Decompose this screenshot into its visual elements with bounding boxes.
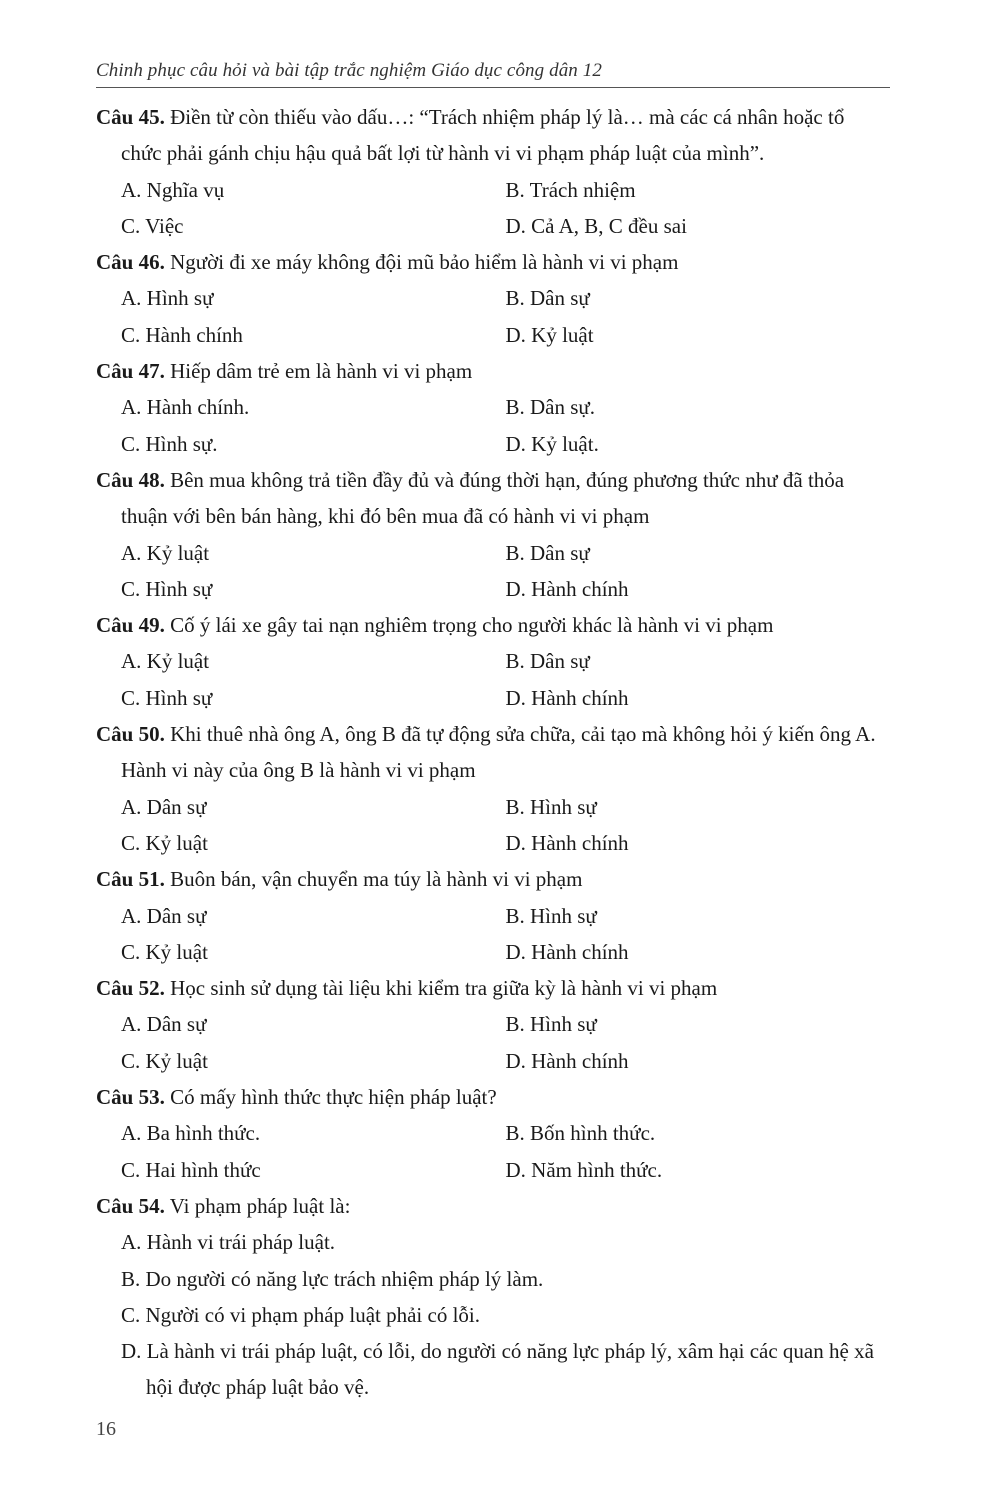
option-row	[96, 571, 890, 607]
option-row	[96, 280, 890, 316]
question-text: Học sinh sử dụng tài liệu khi kiểm tra giữa kỳ là hành vi vi phạm	[170, 976, 718, 1001]
option-c: C. Người có vi phạm pháp luật phải có lỗi.	[121, 1302, 481, 1327]
question-54	[96, 1188, 890, 1406]
option-c: C. Hai hình thức	[121, 1157, 261, 1182]
question-number: Câu 50.	[96, 722, 165, 747]
option-d: D. Năm hình thức.	[505, 1157, 663, 1182]
option-b: B. Bốn hình thức.	[505, 1121, 656, 1146]
question-text: Có mấy hình thức thực hiện pháp luật?	[170, 1085, 497, 1110]
option-c: C. Hình sự.	[121, 431, 218, 456]
option-a: A. Dân sự	[121, 1012, 207, 1037]
question-53-stem	[96, 1079, 890, 1115]
question-45	[96, 99, 890, 244]
option-row	[96, 535, 890, 571]
option-row	[96, 1115, 890, 1151]
option-a: A. Nghĩa vụ	[121, 177, 225, 202]
option-d: D. Kỷ luật	[505, 322, 594, 347]
option-row	[96, 317, 890, 353]
page-number: 16	[96, 1418, 116, 1440]
option-d: D. Kỷ luật.	[505, 431, 599, 456]
question-48-stem	[96, 462, 890, 535]
option-d: D. Hành chính	[505, 939, 629, 964]
question-number: Câu 48.	[96, 467, 165, 492]
option-b: B. Dân sự	[505, 649, 590, 674]
option-b: B. Hình sự	[505, 1012, 597, 1037]
option-c: C. Kỷ luật	[121, 830, 208, 855]
question-49-stem	[96, 607, 890, 643]
question-51-stem	[96, 861, 890, 897]
option-c: C. Kỷ luật	[121, 1048, 208, 1073]
option-row	[96, 208, 890, 244]
option-a: A. Hành chính.	[121, 395, 250, 420]
option-d: D. Là hành vi trái pháp luật, có lỗi, do người có năng lực pháp lý, xâm hại các quan hệ xã hội được pháp luật bảo vệ.	[121, 1339, 874, 1400]
option-c: C. Hình sự	[121, 576, 213, 601]
question-46-stem	[96, 244, 890, 280]
question-list	[96, 99, 890, 1406]
option-row	[96, 643, 890, 679]
option-row	[96, 789, 890, 825]
question-text: Cố ý lái xe gây tai nạn nghiêm trọng cho người khác là hành vi vi phạm	[170, 613, 774, 638]
option-a: A. Hình sự	[121, 286, 214, 311]
question-51	[96, 861, 890, 970]
question-52	[96, 970, 890, 1079]
question-54-stem	[96, 1188, 890, 1224]
question-53	[96, 1079, 890, 1188]
option-b: B. Dân sự.	[505, 395, 596, 420]
option-row	[96, 172, 890, 208]
option-c: C. Hành chính	[121, 322, 243, 347]
question-number: Câu 46.	[96, 250, 165, 275]
option-b: B. Hình sự	[505, 903, 597, 928]
option-a: A. Hành vi trái pháp luật.	[121, 1230, 336, 1255]
option-c: C. Hình sự	[121, 685, 213, 710]
option-row	[96, 1006, 890, 1042]
option-b: B. Hình sự	[505, 794, 597, 819]
question-50-stem	[96, 716, 890, 789]
question-text: Người đi xe máy không đội mũ bảo hiểm là hành vi vi phạm	[170, 250, 679, 275]
question-48	[96, 462, 890, 607]
option-row	[96, 426, 890, 462]
option-a: A. Kỷ luật	[121, 649, 210, 674]
option-row	[96, 898, 890, 934]
question-47-stem	[96, 353, 890, 389]
option-b: B. Dân sự	[505, 286, 590, 311]
option-b: B. Do người có năng lực trách nhiệm pháp lý làm.	[121, 1266, 544, 1291]
question-text: Bên mua không trả tiền đầy đủ và đúng thời hạn, đúng phương thức như đã thỏa thuận với bên bán hàng, khi đó bên mua đã có hành vi vi phạm	[121, 467, 845, 529]
question-50	[96, 716, 890, 861]
option-d: D. Hành chính	[505, 830, 629, 855]
option-b: B. Trách nhiệm	[505, 177, 636, 202]
option-row	[96, 1043, 890, 1079]
option-a: A. Ba hình thức.	[121, 1121, 261, 1146]
question-46	[96, 244, 890, 353]
question-number: Câu 47.	[96, 359, 165, 384]
option-a: A. Dân sự	[121, 903, 207, 928]
option-row	[96, 680, 890, 716]
question-text: Khi thuê nhà ông A, ông B đã tự động sửa chữa, cải tạo mà không hỏi ý kiến ông A. Hành vi này của ông B là hành vi vi phạm	[121, 722, 876, 783]
option-c: C. Kỷ luật	[121, 939, 208, 964]
option-b: B. Dân sự	[505, 540, 590, 565]
option-a: A. Kỷ luật	[121, 540, 210, 565]
question-45-stem	[96, 99, 890, 172]
question-text: Điền từ còn thiếu vào dấu…: “Trách nhiệm pháp lý là… mà các cá nhân hoặc tổ chức phải gánh chịu hậu quả bất lợi từ hành vi vi phạm pháp luật của mình”.	[121, 105, 845, 166]
question-text: Vi phạm pháp luật là:	[169, 1193, 351, 1218]
option-row	[96, 825, 890, 861]
question-number: Câu 53.	[96, 1085, 165, 1110]
option-d: D. Hành chính	[505, 576, 629, 601]
question-47	[96, 353, 890, 462]
question-number: Câu 52.	[96, 976, 165, 1001]
question-number: Câu 54.	[96, 1193, 165, 1218]
running-header: Chinh phục câu hỏi và bài tập trắc nghiệm Giáo dục công dân 12	[96, 60, 602, 81]
question-52-stem	[96, 970, 890, 1006]
option-row	[96, 1152, 890, 1188]
question-49	[96, 607, 890, 716]
question-text: Buôn bán, vận chuyển ma túy là hành vi vi phạm	[170, 867, 583, 892]
option-c: C. Việc	[121, 213, 184, 238]
question-number: Câu 45.	[96, 105, 165, 129]
option-row	[96, 934, 890, 970]
option-d: D. Hành chính	[505, 1048, 629, 1073]
option-row	[96, 389, 890, 425]
question-number: Câu 49.	[96, 613, 165, 638]
option-d: D. Hành chính	[505, 685, 629, 710]
question-number: Câu 51.	[96, 867, 165, 892]
option-d: D. Cả A, B, C đều sai	[505, 213, 687, 238]
option-a: A. Dân sự	[121, 794, 207, 819]
header-divider	[96, 87, 890, 88]
question-text: Hiếp dâm trẻ em là hành vi vi phạm	[170, 359, 473, 384]
